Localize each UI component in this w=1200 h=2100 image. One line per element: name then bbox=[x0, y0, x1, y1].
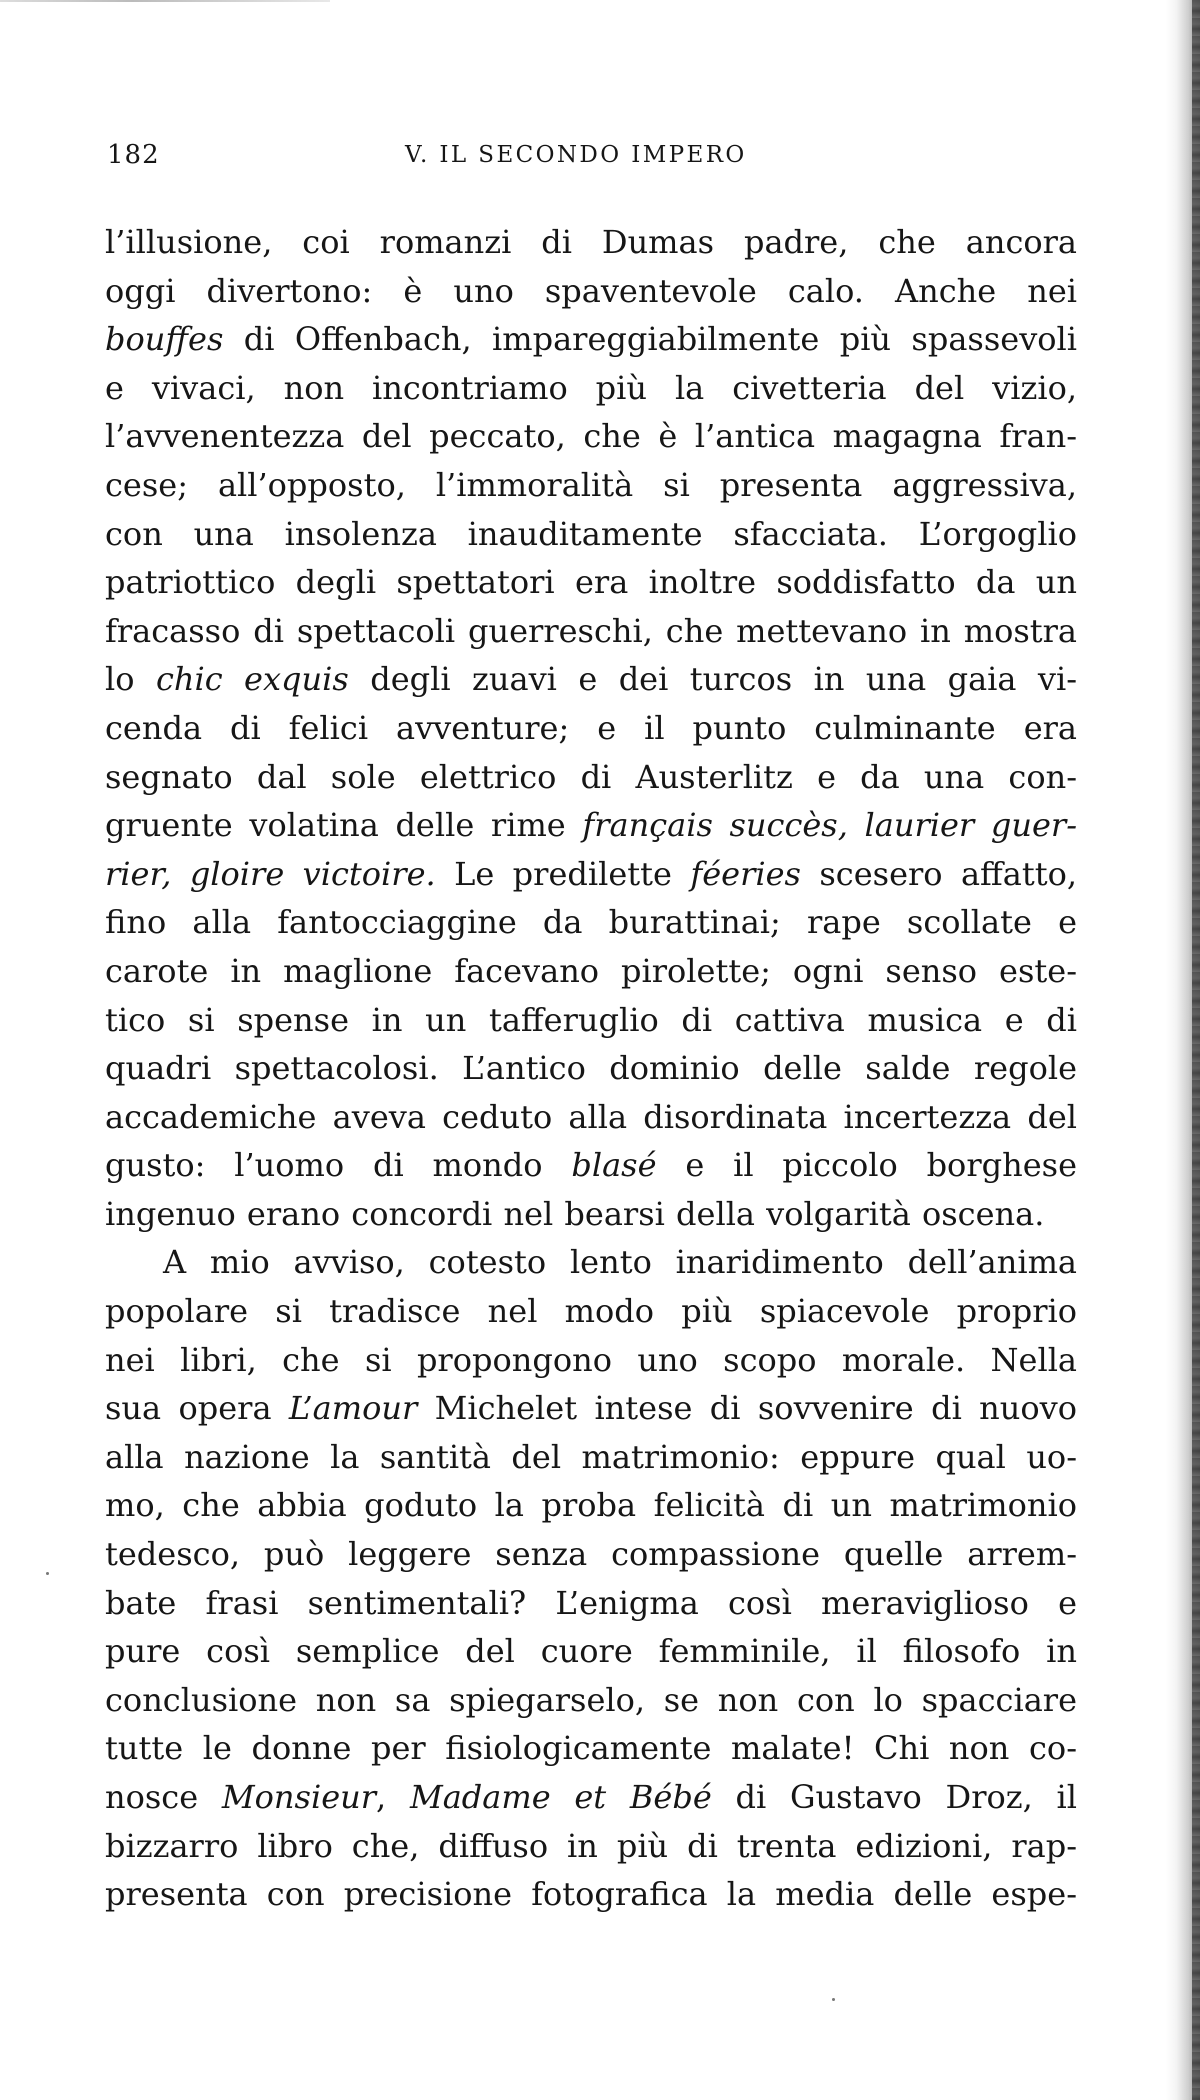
text-line: carote in maglione facevano pirolette; ogni senso este- bbox=[105, 951, 1077, 990]
line-segment: lo bbox=[105, 660, 156, 699]
italic-term: L’amour bbox=[288, 1389, 418, 1428]
text-line: fino alla fantocciaggine da burattinai; rape scollate e bbox=[105, 903, 1077, 942]
text-line bbox=[105, 801, 1077, 850]
line-segment: gusto: l’uomo di mondo bbox=[105, 1146, 572, 1185]
text-line: patriottico degli spettatori era inoltre soddisfatto da un bbox=[105, 563, 1077, 602]
text-line: pure così semplice del cuore femminile, il filosofo in bbox=[105, 1632, 1077, 1671]
page-edge-dark bbox=[1192, 0, 1200, 2100]
line-segment: di Gustavo Droz, il bbox=[711, 1778, 1078, 1816]
line-segment: , bbox=[376, 1778, 410, 1816]
text-line: bizzarro libro che, diffuso in più di trenta edizioni, rap- bbox=[105, 1826, 1077, 1865]
text-line bbox=[105, 850, 1077, 899]
line-segment: di Offenbach, impareggiabilmente più spassevoli bbox=[223, 320, 1077, 359]
text-line: presenta con precisione fotografica la media delle espe- bbox=[105, 1875, 1077, 1914]
text-line: oggi divertono: è uno spaventevole calo. Anche nei bbox=[105, 271, 1077, 310]
line-segment: gruente volatina delle rime bbox=[105, 806, 583, 845]
text-line bbox=[105, 1773, 1077, 1822]
text-line: tutte le donne per fisiologicamente malate! Chi non co- bbox=[105, 1729, 1077, 1768]
text-line bbox=[105, 655, 1077, 704]
text-line: accademiche aveva ceduto alla disordinata incertezza del bbox=[105, 1097, 1077, 1136]
text-line bbox=[105, 1141, 1077, 1190]
text-line: conclusione non sa spiegarselo, se non con lo spacciare bbox=[105, 1680, 1077, 1719]
top-edge-rule bbox=[0, 0, 330, 2]
paragraph-start-line: A mio avviso, cotesto lento inaridimento dell’anima bbox=[163, 1243, 1077, 1282]
line-segment: Michelet intese di sovvenire di nuovo bbox=[417, 1389, 1078, 1428]
text-line: quadri spettacolosi. L’antico dominio delle salde regole bbox=[105, 1049, 1077, 1088]
text-line: fracasso di spettacoli guerreschi, che mettevano in mostra bbox=[105, 611, 1077, 650]
italic-term: rier, gloire victoire. bbox=[105, 854, 436, 893]
line-segment: nosce bbox=[105, 1778, 222, 1816]
text-line: tico si spense in un tafferuglio di cattiva musica e di bbox=[105, 1000, 1077, 1039]
line-segment: scesero affatto, bbox=[800, 854, 1078, 893]
page-speck bbox=[832, 1998, 835, 2001]
running-head: V. IL SECONDO IMPERO bbox=[405, 142, 747, 168]
text-line: nei libri, che si propongono uno scopo morale. Nella bbox=[105, 1340, 1077, 1379]
text-line: l’illusione, coi romanzi di Dumas padre, che ancora bbox=[105, 223, 1077, 261]
text-line: l’avvenentezza del peccato, che è l’antica magagna fran- bbox=[105, 417, 1077, 456]
body-text bbox=[105, 218, 1077, 1919]
italic-term: français succès, laurier guer- bbox=[582, 806, 1078, 845]
margin-speck bbox=[46, 1572, 49, 1575]
text-line: popolare si tradisce nel modo più spiacevole proprio bbox=[105, 1292, 1077, 1331]
text-line: e vivaci, non incontriamo più la civetteria del vizio, bbox=[105, 368, 1077, 407]
italic-term: blasé bbox=[571, 1146, 657, 1185]
line-segment: e il piccolo borghese bbox=[656, 1146, 1078, 1185]
line-segment: sua opera bbox=[105, 1389, 289, 1428]
text-line bbox=[105, 315, 1077, 364]
text-line: bate frasi sentimentali? L’enigma così meraviglioso e bbox=[105, 1583, 1077, 1622]
text-line: cenda di felici avventure; e il punto culminante era bbox=[105, 708, 1077, 747]
text-line: alla nazione la santità del matrimonio: eppure qual uo- bbox=[105, 1437, 1077, 1476]
italic-term: bouffes bbox=[105, 320, 224, 359]
italic-term: Madame et Bébé bbox=[409, 1778, 712, 1816]
italic-term: Monsieur bbox=[221, 1778, 377, 1816]
text-line: cese; all’opposto, l’immoralità si presenta aggressiva, bbox=[105, 465, 1077, 504]
italic-term: féeries bbox=[690, 854, 801, 893]
text-line: con una insolenza inauditamente sfacciata. L’orgoglio bbox=[105, 514, 1077, 553]
italic-term: chic exquis bbox=[155, 660, 349, 699]
page-header bbox=[107, 140, 1087, 176]
line-segment: Le predilette bbox=[435, 854, 691, 893]
line-segment: degli zuavi e dei turcos in una gaia vi- bbox=[348, 660, 1078, 699]
text-line: tedesco, può leggere senza compassione quelle arrem- bbox=[105, 1535, 1077, 1574]
text-line: mo, che abbia goduto la proba felicità di un matrimonio bbox=[105, 1486, 1077, 1525]
page-number: 182 bbox=[107, 140, 160, 170]
text-line: segnato dal sole elettrico di Austerlitz e da una con- bbox=[105, 757, 1077, 796]
text-line bbox=[105, 1384, 1077, 1433]
paragraph-end-line: ingenuo erano concordi nel bearsi della volgarità oscena. bbox=[105, 1194, 1045, 1233]
